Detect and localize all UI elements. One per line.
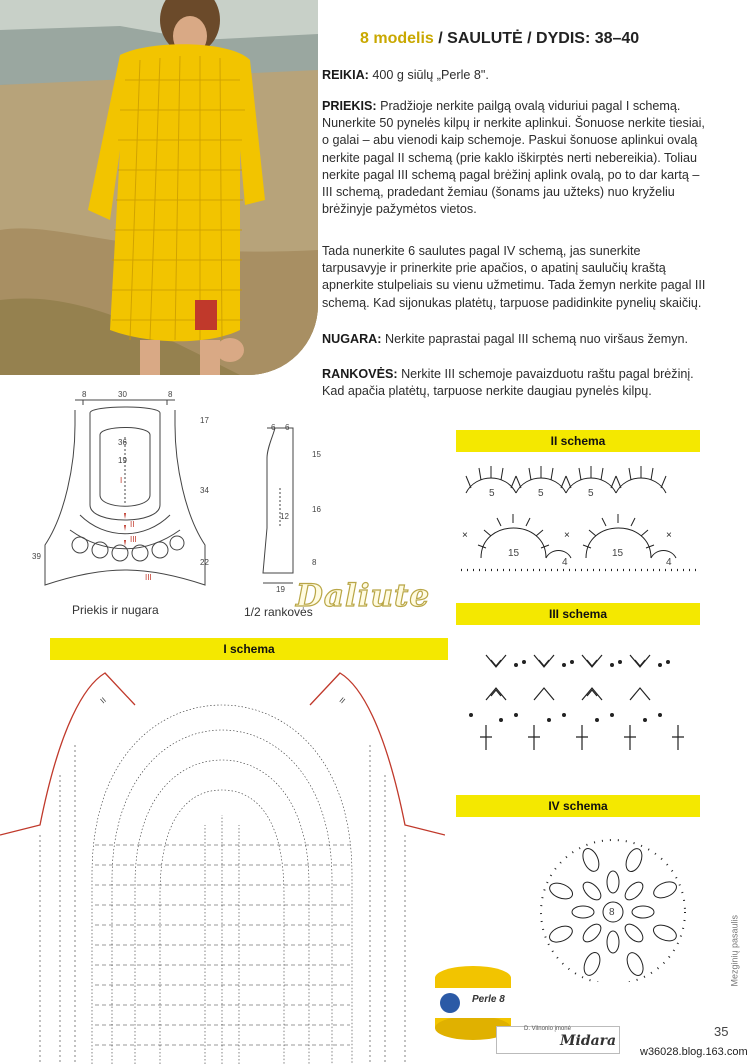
section-label: RANKOVĖS: [322, 367, 398, 381]
sleeve-caption: 1/2 rankovės [244, 605, 313, 619]
schema-3-header: III schema [456, 603, 700, 625]
section-label: PRIEKIS: [322, 99, 377, 113]
schema-4-header: IV schema [456, 795, 700, 817]
dim-label: 19 [118, 456, 127, 465]
schema-1-mark: II [98, 695, 108, 706]
front-back-caption: Priekis ir nugara [72, 603, 159, 617]
brand-name: Midara [560, 1033, 617, 1049]
schema-2-number: 15 [612, 548, 624, 559]
diagram-mark: III [130, 535, 137, 544]
schema-2-number: 5 [489, 488, 495, 499]
dim-label: 17 [200, 416, 209, 425]
magazine-name: Mezginių pasaulis [730, 915, 740, 987]
dim-label: 8 [82, 390, 87, 399]
section-text: Nerkite paprastai pagal III schemą nuo viršaus žemyn. [381, 332, 689, 346]
source-site: w36028.blog.163.com [640, 1046, 748, 1058]
brand-company: D. Vilnonio įmonė [524, 1026, 571, 1032]
suns-paragraph [322, 243, 706, 312]
section-text: Tada nunerkite 6 saulutes pagal IV schemą, jas sunerkite tarpusavyje ir prinerkite prie apačios, o apatinį saulučių kraštą apnerkite stulpeliais su vienu užmetimu. Tada žemyn nerkite pagal III schemą. Kad sijonukas platėtų, tarpuose padidinkite pynelių skaičių. [322, 244, 706, 310]
section-label: REIKIA: [322, 68, 369, 82]
dim-label: 8 [312, 558, 317, 567]
schema-2-number: 5 [538, 488, 544, 499]
svg-text:×: × [564, 530, 570, 541]
dim-label: 22 [200, 558, 209, 567]
svg-text:×: × [666, 530, 672, 541]
section-text: Pradžioje nerkite pailgą ovalą viduriui pagal I schemą. Nunerkite 50 pynelės kilpų ir nerkite aplinkui. Šonuose nerkite tiesiai, o galai – abu vienodi kaip schemoje. Paskui šonuose aplinkui ovalą nerkite pagal II schemą (prie kaklo iškirptės nerti nebereikia). Toliau nerkite pagal III schemą pagal brėžinį aplink ovalą, po to dar kartą – III schemą, pradedant žemiau (šonams jau užteks) nuo kryželiu brėžinyje pažymėtos vietos. [322, 99, 705, 217]
svg-text:×: × [462, 530, 468, 541]
page-number: 35 [714, 1024, 729, 1039]
section-label: NUGARA: [322, 332, 382, 346]
pattern-title [360, 30, 639, 48]
schema-2-chart [456, 458, 700, 578]
front-back-diagram [25, 395, 225, 595]
schema-1-chart [0, 665, 445, 1064]
model-number: 8 modelis [360, 30, 434, 47]
schema-3-chart [456, 640, 700, 760]
sleeves-paragraph [322, 366, 706, 400]
dim-label: 16 [312, 505, 321, 514]
schema-1-header: I schema [50, 638, 448, 660]
schema-2-number: 4 [666, 557, 672, 568]
model-photo [0, 0, 318, 375]
schema-2-number: 15 [508, 548, 520, 559]
diagram-mark: I [120, 476, 123, 485]
diagram-mark: II [130, 520, 135, 529]
dim-label: 12 [280, 512, 289, 521]
dim-label: 6 [285, 423, 290, 432]
dim-label: 6 [271, 423, 276, 432]
dim-label: 30 [118, 390, 127, 399]
diagram-mark: III [145, 573, 152, 582]
dim-label: 19 [276, 585, 285, 594]
section-text: 400 g siūlų „Perle 8". [368, 68, 489, 82]
schema-2-header: II schema [456, 430, 700, 452]
requirements-paragraph [322, 67, 706, 84]
watermark-text: Daliute [296, 578, 431, 614]
front-paragraph [322, 98, 706, 218]
section-text: Nerkite III schemoje pavaizduotu raštu pagal brėžinį. Kad apačia platėtų, tarpuose nerkite daugiau pynelės kilpų. [322, 367, 694, 399]
dim-label: 36 [118, 438, 127, 447]
schema-1-mark: II [337, 695, 347, 706]
schema-2-number: 4 [562, 557, 568, 568]
model-name-size: / SAULUTĖ / DYDIS: 38–40 [433, 30, 640, 47]
yarn-label: Perle 8 [472, 994, 505, 1005]
dim-label: 39 [32, 552, 41, 561]
dim-label: 8 [168, 390, 173, 399]
schema-2-number: 5 [588, 488, 594, 499]
schema-4-chart [528, 822, 718, 982]
schema-4-center: 8 [609, 907, 615, 918]
back-paragraph [322, 331, 706, 348]
dim-label: 34 [200, 486, 209, 495]
dim-label: 15 [312, 450, 321, 459]
